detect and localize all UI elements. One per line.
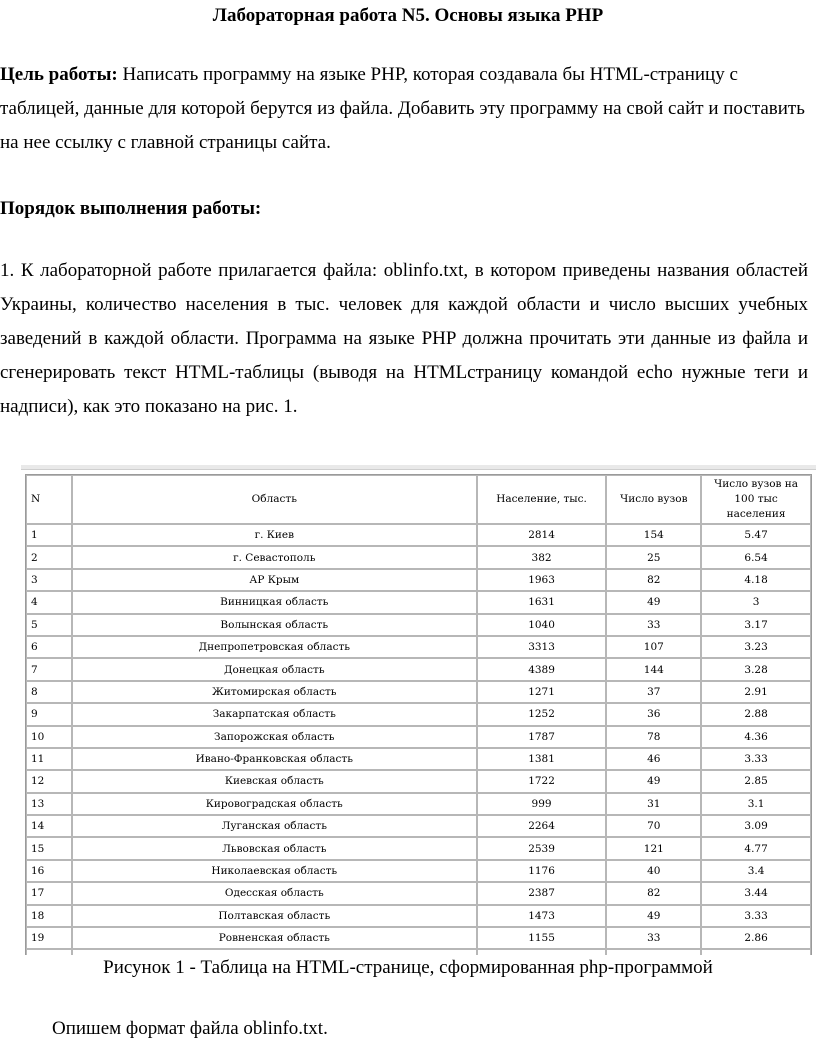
cell-region: Одесская область [72, 882, 477, 904]
cell-ratio: 3 [701, 591, 811, 613]
cell-population: 2264 [477, 815, 607, 837]
closing-line: Опишем формат файла oblinfo.txt. [52, 1018, 328, 1039]
table-row [26, 770, 811, 792]
cell-population: 999 [477, 793, 607, 815]
cell-universities: 82 [606, 569, 701, 591]
cell-region: Кировоградская область [72, 793, 477, 815]
cell-region: Киевская область [72, 770, 477, 792]
cell-n: 15 [26, 837, 72, 859]
cell-population: 1381 [477, 748, 607, 770]
cell-population: 4389 [477, 658, 607, 680]
cell-n: 13 [26, 793, 72, 815]
cell-population: 2387 [477, 882, 607, 904]
cell-population: 1631 [477, 591, 607, 613]
cell-ratio: 3.28 [701, 658, 811, 680]
cell-region: Луганская область [72, 815, 477, 837]
cell-n: 6 [26, 636, 72, 658]
cell-universities: 31 [606, 793, 701, 815]
cell-n: 8 [26, 681, 72, 703]
table-header-row [26, 475, 811, 524]
cell-ratio: 2.91 [701, 681, 811, 703]
cell-universities: 78 [606, 726, 701, 748]
cell-population: 1722 [477, 770, 607, 792]
cell-population: 1176 [477, 860, 607, 882]
cell-region: Днепропетровская область [72, 636, 477, 658]
cell-universities: 37 [606, 681, 701, 703]
cell-region: Николаевская область [72, 860, 477, 882]
goal-label: Цель работы: [0, 64, 118, 85]
table-row [26, 726, 811, 748]
header-n: N [26, 475, 72, 524]
cell-ratio: 4.36 [701, 726, 811, 748]
table-row [26, 703, 811, 725]
cell-universities: 33 [606, 614, 701, 636]
cell-universities: 25 [606, 546, 701, 568]
procedure-heading: Порядок выполнения работы: [0, 198, 262, 219]
cell-universities: 49 [606, 591, 701, 613]
figure-top-border [21, 465, 816, 470]
table-row [26, 546, 811, 568]
table-row [26, 636, 811, 658]
cell-ratio: 3.4 [701, 860, 811, 882]
cell-population: 3313 [477, 636, 607, 658]
cell-region: Винницкая область [72, 591, 477, 613]
cell-n: 19 [26, 927, 72, 949]
cell-region: Житомирская область [72, 681, 477, 703]
cell-region: Закарпатская область [72, 703, 477, 725]
cell-ratio: 3.09 [701, 815, 811, 837]
cell-region: Львовская область [72, 837, 477, 859]
cell-n: 10 [26, 726, 72, 748]
step-1-paragraph: 1. К лабораторной работе прилагается файла: oblinfo.txt, в котором приведены названия областей Украины, количество населения в тыс. человек для каждой области и число высших учебных заведений в каждой области. Программа на языке PHP должна прочитать эти данные из файла и сгенерировать текст HTML-таблицы (выводя на HTMLстраницу командой echo нужные теги и надписи), как это показано на рис. 1. [0, 260, 808, 417]
cell-universities: 49 [606, 905, 701, 927]
table-row [26, 815, 811, 837]
cell-n: 9 [26, 703, 72, 725]
cell-population: 1271 [477, 681, 607, 703]
cell-ratio: 5.47 [701, 524, 811, 546]
cell-universities: 107 [606, 636, 701, 658]
cell-population: 1040 [477, 614, 607, 636]
cell-region: Ивано-Франковская область [72, 748, 477, 770]
cell-universities: 121 [606, 837, 701, 859]
cell-ratio: 2.85 [701, 770, 811, 792]
cell-region: Волынская область [72, 614, 477, 636]
cell-ratio: 3.33 [701, 905, 811, 927]
cell-universities: 82 [606, 882, 701, 904]
table-row [26, 591, 811, 613]
cell-region: Запорожская область [72, 726, 477, 748]
table-row [26, 614, 811, 636]
cell-universities: 36 [606, 703, 701, 725]
cell-region: г. Севастополь [72, 546, 477, 568]
cell-ratio: 2.88 [701, 703, 811, 725]
table-body [26, 524, 811, 955]
cell-region: г. Киев [72, 524, 477, 546]
figure-caption: Рисунок 1 - Таблица на HTML-странице, сформированная php-программой [103, 957, 713, 978]
cell-universities: 33 [606, 927, 701, 949]
cell-ratio: 4.77 [701, 837, 811, 859]
goal-paragraph [0, 58, 808, 160]
header-region: Область [72, 475, 477, 524]
cell-ratio: 6.54 [701, 546, 811, 568]
cell-population: 1252 [477, 703, 607, 725]
cell-n: 17 [26, 882, 72, 904]
cell-universities: 70 [606, 815, 701, 837]
cell-n: 7 [26, 658, 72, 680]
cell-n: 14 [26, 815, 72, 837]
table-row [26, 793, 811, 815]
cell-region: Полтавская область [72, 905, 477, 927]
cell-ratio: 3.23 [701, 636, 811, 658]
cell-n: 18 [26, 905, 72, 927]
cell-n: 5 [26, 614, 72, 636]
cell-region: Донецкая область [72, 658, 477, 680]
cell-n: 1 [26, 524, 72, 546]
cell-population: 1787 [477, 726, 607, 748]
table-row [26, 658, 811, 680]
cell-universities: 46 [606, 748, 701, 770]
cell-population: 382 [477, 546, 607, 568]
cell-n: 2 [26, 546, 72, 568]
cell-universities: 40 [606, 860, 701, 882]
cell-ratio: 3.1 [701, 793, 811, 815]
cell-population: 1155 [477, 927, 607, 949]
table-row [26, 569, 811, 591]
document-title: Лабораторная работа N5. Основы языка PHP [212, 5, 604, 26]
cell-population: 1473 [477, 905, 607, 927]
cell-ratio: 4.18 [701, 569, 811, 591]
cell-population: 2814 [477, 524, 607, 546]
cell-universities: 154 [606, 524, 701, 546]
table-row [26, 860, 811, 882]
cell-ratio: 3.17 [701, 614, 811, 636]
cell-region: Ровненская область [72, 927, 477, 949]
table-row [26, 837, 811, 859]
cell-n: 3 [26, 569, 72, 591]
table-row [26, 882, 811, 904]
regions-table [25, 474, 812, 955]
header-population: Население, тыс. [477, 475, 607, 524]
figure-table-screenshot [21, 465, 816, 955]
cell-universities: 144 [606, 658, 701, 680]
cell-population: 1963 [477, 569, 607, 591]
table-row [26, 524, 811, 546]
cell-n: 16 [26, 860, 72, 882]
cell-ratio: 2.86 [701, 927, 811, 949]
cell-ratio: 3.44 [701, 882, 811, 904]
table-row [26, 681, 811, 703]
table-row [26, 927, 811, 949]
header-universities-per-100k: Число вузов на 100 тыс населения [701, 475, 811, 524]
goal-text: Написать программу на языке PHP, которая создавала бы HTML-страницу с таблицей, данные для которой берутся из файла. Добавить эту программу на свой сайт и поставить на нее ссылку с главной страницы сайта. [0, 64, 805, 153]
cell-n: 4 [26, 591, 72, 613]
cell-n: 12 [26, 770, 72, 792]
cell-population: 2539 [477, 837, 607, 859]
cell-region: АР Крым [72, 569, 477, 591]
cell-universities: 49 [606, 770, 701, 792]
cell-ratio: 3.33 [701, 748, 811, 770]
cell-n: 11 [26, 748, 72, 770]
header-universities: Число вузов [606, 475, 701, 524]
table-row [26, 905, 811, 927]
table-row [26, 748, 811, 770]
